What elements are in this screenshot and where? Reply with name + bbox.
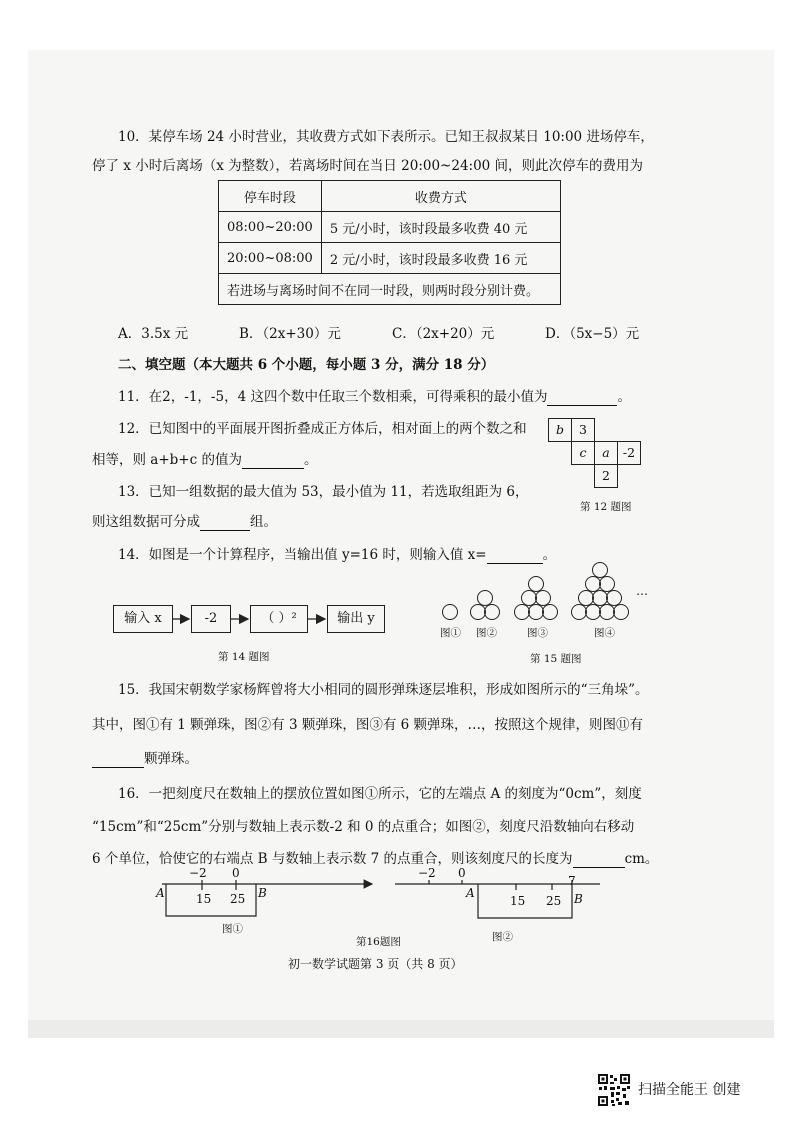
axis-label: −2 xyxy=(189,866,207,880)
q10-option-c: C．（2x+20）元 xyxy=(392,326,495,342)
fig-label-3: 图③ xyxy=(527,627,548,639)
answer-blank xyxy=(92,753,144,768)
q10-option-d: D．（5x−5）元 xyxy=(545,326,640,342)
triangle-stacks xyxy=(430,560,660,630)
q15-caption: 第 15 题图 xyxy=(530,653,582,665)
q14-end: 。 xyxy=(542,547,557,563)
fee-table-cell: 2 元/小时，该时段最多收费 16 元 xyxy=(321,243,560,274)
marble xyxy=(515,605,530,620)
qr-code-icon xyxy=(597,1073,631,1107)
marble xyxy=(471,605,486,620)
q12-caption: 第 12 题图 xyxy=(580,501,632,513)
axis-label: 0 xyxy=(232,866,240,880)
q15-line3-wrap xyxy=(92,750,198,768)
fee-table-header: 收费方式 xyxy=(321,181,560,212)
q16-line3: 6 个单位，恰使它的右端点 B 与数轴上表示数 7 的点重合，则该刻度尺的长度为 xyxy=(92,851,573,867)
q15-line3: 颗弹珠。 xyxy=(144,751,198,767)
q16-end: cm。 xyxy=(624,851,659,867)
marble xyxy=(543,605,558,620)
fee-table-cell: 5 元/小时，该时段最多收费 40 元 xyxy=(321,212,560,243)
q13-end: 组。 xyxy=(250,514,277,530)
fig1-label: 图① xyxy=(222,923,243,935)
paper-edge xyxy=(28,1020,774,1038)
cube-cell-a: a xyxy=(594,441,618,465)
q12-end: 。 xyxy=(303,452,318,468)
q13-line2: 则这组数据可分成 xyxy=(92,514,200,530)
marble xyxy=(522,591,537,606)
cube-cell-neg2: -2 xyxy=(617,441,641,465)
q11-end: 。 xyxy=(617,389,631,405)
q16-line1: 16．一把刻度尺在数轴上的摆放位置如图①所示，它的左端点 A 的刻度为“0cm”，刻度 xyxy=(118,786,642,802)
marble xyxy=(586,605,601,620)
q13-line1: 13．已知一组数据的最大值为 53，最小值为 11，若选取组距为 6， xyxy=(118,484,529,500)
marble xyxy=(485,605,500,620)
fee-table-header: 停车时段 xyxy=(219,181,322,212)
marble xyxy=(600,605,615,620)
q14-line: 14．如图是一个计算程序，当输出值 y=16 时，则输入值 x= xyxy=(118,547,487,563)
flow-square-box: （ ）² xyxy=(250,605,308,633)
q15-ellipsis: … xyxy=(636,584,648,598)
flow-output-box: 输出 y xyxy=(327,605,385,633)
q10-line1: 10．某停车场 24 小时营业，其收费方式如下表所示。已知王叔叔某日 10:00 进场停车， xyxy=(118,129,654,145)
marble xyxy=(478,591,493,606)
marble xyxy=(529,605,544,620)
q15-line2: 其中，图①有 1 颗弹珠，图②有 3 颗弹珠，图③有 6 颗弹珠，…，按照这个规律，则图⑪有 xyxy=(92,717,644,733)
axis-label: 7 xyxy=(568,874,576,888)
marble xyxy=(579,591,594,606)
scanner-brand: 扫描全能王 创建 xyxy=(638,1082,741,1098)
q10-line2: 停了 x 小时后离场（x 为整数），若离场时间在当日 20:00~24:00 间，则此次停车的费用为 xyxy=(92,158,644,174)
fee-table-note: 若进场与离场时间不在同一时段，则两时段分别计费。 xyxy=(219,274,561,305)
fig2-label: 图② xyxy=(492,931,513,943)
cube-cell-c: c xyxy=(571,441,595,465)
ruler-label: 15 xyxy=(510,894,526,908)
q15-line1: 15．我国宋朝数学家杨辉曾将大小相同的圆形弹珠逐层堆积，形成如图所示的“三角垛”。 xyxy=(118,682,649,698)
q14-caption: 第 14 题图 xyxy=(218,651,270,663)
marble xyxy=(614,605,629,620)
marble xyxy=(536,591,551,606)
axis-label: −2 xyxy=(418,866,436,880)
ruler-end-b: B xyxy=(574,892,583,906)
flow-input-box: 输入 x xyxy=(113,605,173,633)
cube-cell-3: 3 xyxy=(571,418,595,442)
cube-cell-2: 2 xyxy=(594,464,618,488)
fig-label-2: 图② xyxy=(476,627,497,639)
marble xyxy=(443,605,458,620)
fig-label-1: 图① xyxy=(440,627,461,639)
q10-option-a: A．3.5x 元 xyxy=(118,326,189,342)
ruler-end-a: A xyxy=(466,886,475,900)
axis-label: 0 xyxy=(458,866,466,880)
marble xyxy=(529,577,544,592)
q12-line1: 12．已知图中的平面展开图折叠成正方体后，相对面上的两个数之和 xyxy=(118,421,527,437)
q10-option-b: B．（2x+30）元 xyxy=(239,326,341,342)
q16-caption: 第16题图 xyxy=(356,936,401,948)
q16-line2: “15cm”和“25cm”分别与数轴上表示数-2 和 0 的点重合；如图②，刻度尺沿数轴向右移动 xyxy=(92,819,635,835)
ruler-label: 25 xyxy=(230,892,246,906)
fee-table-cell: 20:00~08:00 xyxy=(219,243,322,274)
q12-line2: 相等，则 a+b+c 的值为 xyxy=(92,452,242,468)
flow-minus2-box: -2 xyxy=(191,605,231,633)
marble xyxy=(586,577,601,592)
fee-table-cell: 08:00~20:00 xyxy=(219,212,322,243)
marble xyxy=(593,563,608,578)
ruler-end-a: A xyxy=(156,886,165,900)
section-heading: 二、填空题（本大题共 6 个小题，每小题 3 分，满分 18 分） xyxy=(118,357,495,373)
cube-cell-b: b xyxy=(548,418,572,442)
ruler-label: 15 xyxy=(196,892,212,906)
marble xyxy=(593,591,608,606)
marble xyxy=(607,591,622,606)
marble xyxy=(600,577,615,592)
q11-question: 11．在2，-1，-5，4 这四个数中任取三个数相乘，可得乘积的最小值为 xyxy=(118,389,548,405)
fig-label-4: 图④ xyxy=(594,627,615,639)
page-footer: 初一数学试题第 3 页（共 8 页） xyxy=(288,957,463,971)
marble xyxy=(572,605,587,620)
ruler-end-b: B xyxy=(258,886,267,900)
ruler-label: 25 xyxy=(546,894,562,908)
